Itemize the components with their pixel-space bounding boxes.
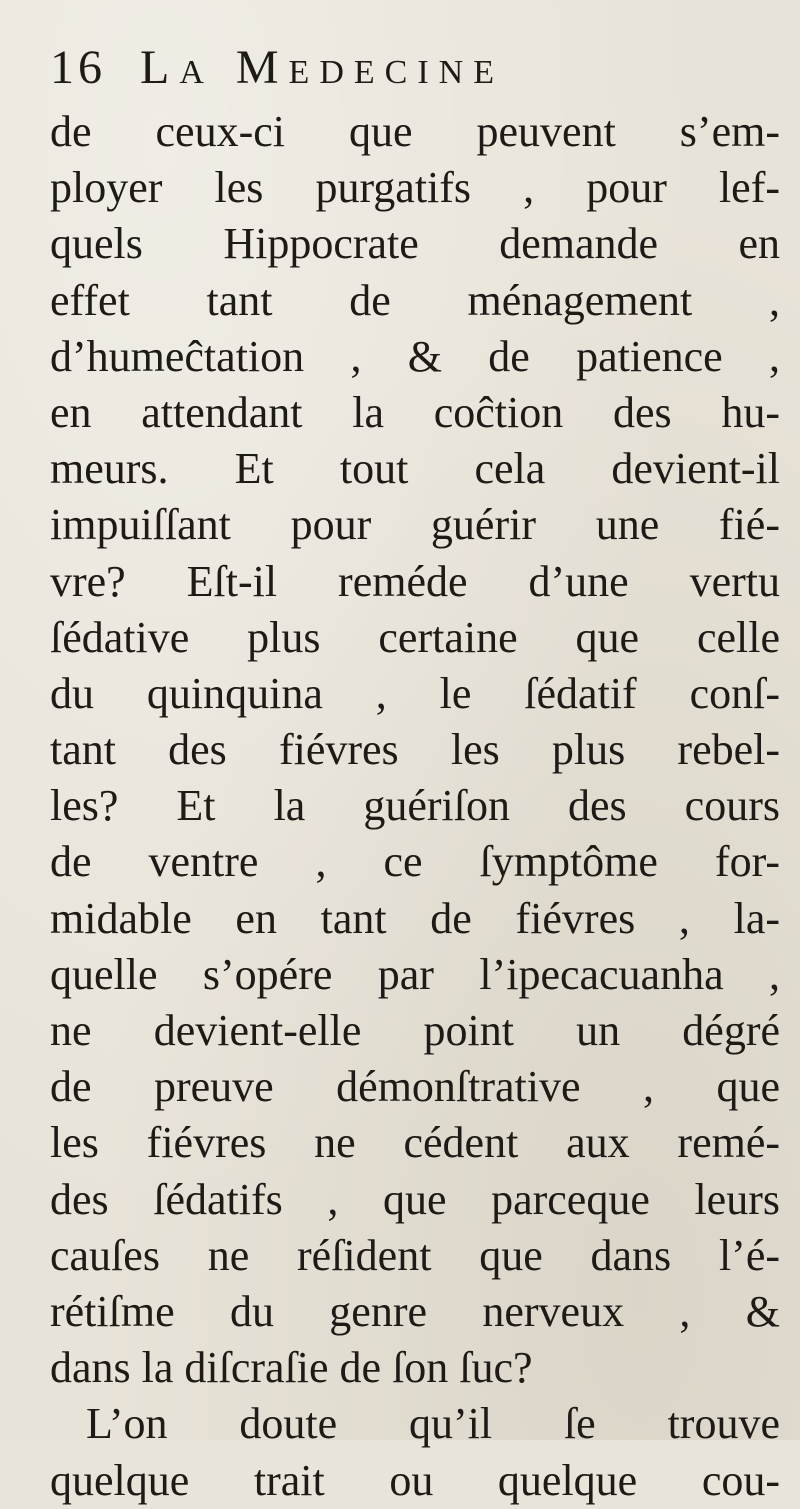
text-line: effet tant de ménagement ,	[50, 275, 780, 325]
text-line: des ſédatifs , que parceque leurs	[50, 1174, 780, 1224]
text-line: d’humeĉtation , & de patience ,	[50, 331, 780, 381]
text-line: de ventre , ce ſymptôme for-	[50, 837, 780, 887]
text-line: quelque trait ou quelque cou-	[50, 1455, 780, 1505]
text-line: ployer les purgatifs , pour lef-	[50, 163, 780, 213]
text-line: les fiévres ne cédent aux remé-	[50, 1118, 780, 1168]
page-number: 16	[50, 41, 106, 94]
text-line: ſédative plus certaine que celle	[50, 612, 780, 662]
body-text	[50, 104, 780, 1509]
text-line: ne devient-elle point un dégré	[50, 1006, 780, 1055]
text-line: midable en tant de fiévres , la-	[50, 893, 780, 943]
text-line: de ceux-ci que peuvent s’em-	[50, 107, 780, 156]
page-header	[50, 40, 504, 100]
text-line: du quinquina , le ſédatif conſ-	[50, 668, 780, 718]
text-line: les? Et la guériſon des cours	[50, 781, 780, 831]
text-line: impuiſſant pour guérir une fié-	[50, 500, 780, 550]
text-line: L’on doute qu’il ſe trouve	[86, 1399, 780, 1449]
text-line: tant des fiévres les plus rebel-	[50, 725, 780, 775]
text-line: meurs. Et tout cela devient-il	[50, 444, 780, 494]
text-line: rétiſme du genre nerveux , &	[50, 1286, 780, 1336]
running-head: La Medecine	[140, 41, 504, 94]
text-line: de preuve démonſtrative , que	[50, 1062, 780, 1112]
text-line: en attendant la coĉtion des hu-	[50, 387, 780, 437]
text-line: cauſes ne réſident que dans l’é-	[50, 1230, 780, 1280]
text-line: dans la diſcraſie de ſon ſuc?	[50, 1343, 533, 1393]
text-line: vre? Eſt-il reméde d’une vertu	[50, 556, 780, 606]
text-line: quelle s’opére par l’ipecacuanha ,	[50, 949, 780, 999]
text-line: quels Hippocrate demande en	[50, 219, 780, 269]
